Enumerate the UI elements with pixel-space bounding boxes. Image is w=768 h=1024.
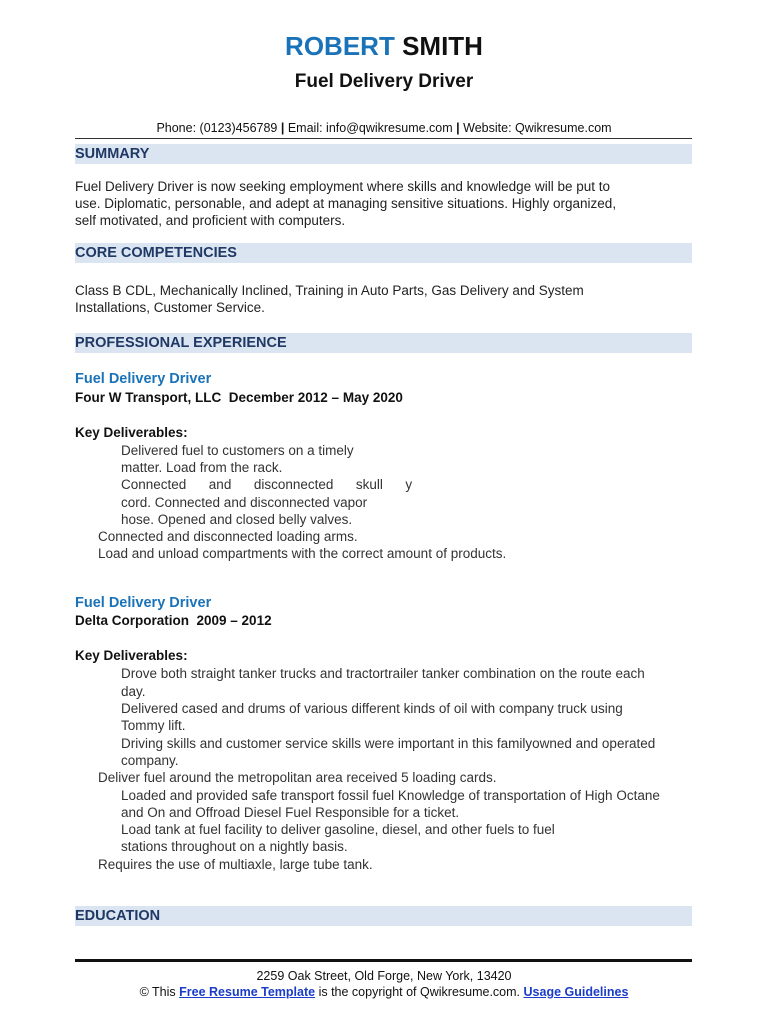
first-name: ROBERT bbox=[285, 31, 395, 61]
job-title-1: Fuel Delivery Driver bbox=[75, 371, 212, 387]
list-item: company. bbox=[121, 753, 179, 768]
section-heading-professional-experience: PROFESSIONAL EXPERIENCE bbox=[75, 333, 692, 353]
summary-line: use. Diplomatic, personable, and adept at managing sensitive situations. Highly organized, bbox=[75, 196, 617, 211]
summary-line: Fuel Delivery Driver is now seeking employment where skills and knowledge will be put to bbox=[75, 179, 610, 194]
job-title-2: Fuel Delivery Driver bbox=[75, 595, 212, 611]
usage-guidelines-link[interactable]: Usage Guidelines bbox=[523, 985, 629, 999]
key-deliverables-label-2: Key Deliverables: bbox=[75, 648, 188, 663]
list-item: Loaded and provided safe transport fossil fuel Knowledge of transportation of High Octane bbox=[121, 788, 660, 803]
phone: Phone: (0123)456789 bbox=[156, 121, 278, 135]
list-item: Tommy lift. bbox=[121, 718, 186, 733]
email: Email: info@qwikresume.com bbox=[287, 121, 453, 135]
job-title: Fuel Delivery Driver bbox=[294, 71, 474, 92]
section-heading-education: EDUCATION bbox=[75, 906, 692, 926]
list-item: Connected and disconnected skull y bbox=[121, 477, 413, 492]
section-heading-core-competencies: CORE COMPETENCIES bbox=[75, 243, 692, 263]
company-dates-2: Delta Corporation 2009 – 2012 bbox=[75, 613, 272, 628]
candidate-name bbox=[0, 30, 768, 62]
competencies-text bbox=[75, 282, 655, 316]
key-deliverables-label-1: Key Deliverables: bbox=[75, 425, 188, 440]
list-item: day. bbox=[121, 684, 146, 699]
section-heading-summary: SUMMARY bbox=[75, 144, 692, 164]
company-dates-1: Four W Transport, LLC December 2012 – May 2020 bbox=[75, 390, 403, 405]
list-item: Load and unload compartments with the correct amount of products. bbox=[98, 546, 507, 561]
last-name: SMITH bbox=[402, 31, 483, 61]
summary-text bbox=[75, 178, 655, 229]
list-item: matter. Load from the rack. bbox=[121, 460, 283, 475]
free-resume-template-link[interactable]: Free Resume Template bbox=[179, 985, 316, 999]
list-item: Drove both straight tanker trucks and tractortrailer tanker combination on the route each bbox=[121, 666, 645, 681]
footer-divider bbox=[75, 959, 692, 962]
footer-address: 2259 Oak Street, Old Forge, New York, 13420 bbox=[256, 969, 512, 983]
list-item: stations throughout on a nightly basis. bbox=[121, 839, 348, 854]
footer-copyright bbox=[0, 984, 768, 1000]
list-item: Load tank at fuel facility to deliver gasoline, diesel, and other fuels to fuel bbox=[121, 822, 555, 837]
separator: | bbox=[456, 121, 460, 135]
list-item: Deliver fuel around the metropolitan area received 5 loading cards. bbox=[98, 770, 497, 785]
list-item: Driving skills and customer service skills were important in this familyowned and operated bbox=[121, 736, 656, 751]
list-item: and On and Offroad Diesel Fuel Responsible for a ticket. bbox=[121, 805, 460, 820]
competencies-line: Installations, Customer Service. bbox=[75, 300, 265, 315]
copyright-prefix: © This bbox=[139, 985, 176, 999]
list-item: Requires the use of multiaxle, large tube tank. bbox=[98, 857, 373, 872]
copyright-middle: is the copyright of Qwikresume.com. bbox=[318, 985, 521, 999]
header-divider bbox=[75, 138, 692, 139]
list-item: Connected and disconnected loading arms. bbox=[98, 529, 358, 544]
separator: | bbox=[280, 121, 285, 135]
list-item: cord. Connected and disconnected vapor bbox=[121, 495, 368, 510]
website: Website: Qwikresume.com bbox=[463, 121, 612, 135]
list-item: Delivered fuel to customers on a timely bbox=[121, 443, 354, 458]
list-item: Delivered cased and drums of various different kinds of oil with company truck using bbox=[121, 701, 623, 716]
contact-line bbox=[0, 120, 768, 136]
competencies-line: Class B CDL, Mechanically Inclined, Training in Auto Parts, Gas Delivery and System bbox=[75, 283, 584, 298]
summary-line: self motivated, and proficient with computers. bbox=[75, 213, 346, 228]
list-item: hose. Opened and closed belly valves. bbox=[121, 512, 353, 527]
